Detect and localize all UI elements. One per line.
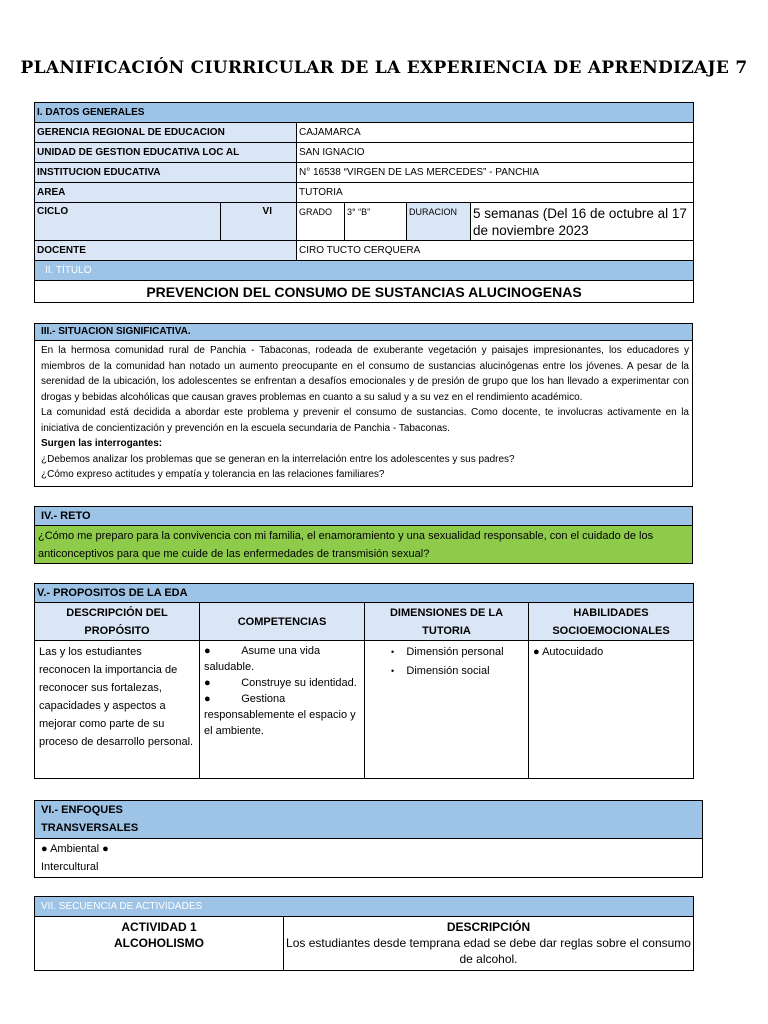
bullet-icon: ● [204, 645, 211, 657]
situacion-paragraph-1: En la hermosa comunidad rural de Panchia - Tabaconas, rodeada de exuberante vegetación y paisajes impresionantes, los educadores y miembros de la comunidad han notado un aumento preocupante en el consumo de sustancias alucinógenas entre los jóvenes. A pesar de la serenidad de la ubicación, los adolescentes se enfrentan a desafíos emocionales y de presión de grupo que los han llevado a experimentar con drogas y bebidas alcohólicas que causan graves problemas en cuanto a su salud y a su vez en el rendimiento académico. [41, 345, 689, 403]
dimension-text: Dimensión social [406, 665, 490, 677]
ugel-label: UNIDAD DE GESTION EDUCATIVA LOC AL [35, 143, 297, 163]
reto-text: ¿Cómo me preparo para la convivencia con mi familia, el enamoramiento y una sexualidad responsable, con el cuidado de los anticonceptivos para que me cuide de las enfermedades de transmisión sexual? [35, 526, 692, 563]
area-label: AREA [35, 183, 297, 203]
situacion-header: III.- SITUACION SIGNIFICATIVA. [35, 324, 692, 341]
grado-label: GRADO [297, 203, 345, 241]
competencia-item [204, 691, 360, 739]
datos-generales-table [34, 102, 694, 303]
gerencia-value: CAJAMARCA [297, 123, 694, 143]
area-value: TUTORIA [297, 183, 694, 203]
bullet-icon: ● [204, 693, 211, 705]
institucion-label: INSTITUCION EDUCATIVA [35, 163, 297, 183]
bullet-icon: • [391, 666, 395, 676]
situacion-interrogantes: Surgen las interrogantes: [41, 438, 163, 449]
enfoques-header-line-1: VI.- ENFOQUES [41, 804, 123, 816]
situacion-question-2: ¿Cómo expreso actitudes y empatía y tolerancia en las relaciones familiares? [41, 469, 385, 480]
actividad-name: ALCOHOLISMO [114, 936, 204, 950]
institucion-value: N° 16538 “VIRGEN DE LAS MERCEDES” - PANCHIA [297, 163, 694, 183]
descripcion-cell: Las y los estudiantes reconocen la importancia de reconocer sus fortalezas, capacidades y aspectos a mejorar como parte de su proceso de desarrollo personal. [35, 641, 200, 779]
datos-generales-header: I. DATOS GENERALES [35, 103, 694, 123]
competencia-item [204, 643, 360, 675]
situacion-section [34, 323, 693, 487]
ciclo-value: VI [221, 203, 297, 241]
secuencia-table [34, 896, 694, 971]
reto-section [34, 506, 693, 564]
docente-label: DOCENTE [35, 241, 297, 261]
actividad-number: ACTIVIDAD 1 [121, 920, 197, 934]
col-descripcion: DESCRIPCIÓN DEL PROPÓSITO [35, 603, 200, 641]
bullet-icon: ● [204, 677, 211, 689]
reto-header: IV.- RETO [35, 507, 692, 526]
titulo-text: PREVENCION DEL CONSUMO DE SUSTANCIAS ALUCINOGENAS [35, 281, 694, 303]
docente-value: CIRO TUCTO CERQUERA [297, 241, 694, 261]
situacion-question-1: ¿Debemos analizar los problemas que se generan en la interrelación entre los adolescentes y sus padres? [41, 453, 515, 465]
descripcion-title: DESCRIPCIÓN [446, 920, 531, 934]
enfoque-line-1: ● Ambiental ● [41, 843, 109, 855]
competencia-text: Construye su identidad. [241, 677, 357, 689]
descripcion-actividad-cell [284, 917, 694, 971]
competencias-cell [200, 641, 365, 779]
actividad-cell [35, 917, 284, 971]
situacion-paragraph-2: La comunidad está decidida a abordar este problema y prevenir el consumo de sustancias. Como docente, te involucras activamente en la iniciativa de concientización y prevención en la escuela secundaria de Panchia - Tabaconas. [41, 407, 689, 434]
dimension-item [391, 643, 524, 662]
habilidades-cell: ● Autocuidado [529, 641, 694, 779]
secuencia-header: VII. SECUENCIA DE ACTIVIDADES [35, 897, 694, 917]
competencia-item [204, 675, 360, 691]
bullet-icon: • [391, 647, 395, 657]
enfoques-header [35, 801, 702, 839]
col-dimensiones: DIMENSIONES DE LA TUTORIA [365, 603, 529, 641]
competencia-text: Asume una vida saludable. [204, 645, 321, 673]
enfoques-header-line-2: TRANSVERSALES [41, 822, 139, 834]
propositos-table [34, 583, 694, 779]
enfoques-section [34, 800, 703, 878]
ciclo-label: CICLO [35, 203, 221, 241]
enfoque-line-2: Intercultural [41, 861, 99, 873]
dimension-text: Dimensión personal [406, 646, 504, 658]
titulo-header: II. TÍTULO [35, 261, 694, 281]
dimension-item [391, 662, 524, 681]
duracion-label: DURACION [407, 203, 471, 241]
col-competencias: COMPETENCIAS [200, 603, 365, 641]
col-habilidades: HABILIDADES SOCIOEMOCIONALES [529, 603, 694, 641]
gerencia-label: GERENCIA REGIONAL DE EDUCACION [35, 123, 297, 143]
descripcion-text: Los estudiantes desde temprana edad se debe dar reglas sobre el consumo de alcohol. [286, 936, 691, 966]
ugel-value: SAN IGNACIO [297, 143, 694, 163]
competencia-text: Gestiona responsablemente el espacio y el ambiente. [204, 693, 356, 737]
duracion-value: 5 semanas (Del 16 de octubre al 17 de noviembre 2023 [471, 203, 694, 241]
dimensiones-cell [365, 641, 529, 779]
page-title: PLANIFICACIÓN CIURRICULAR DE LA EXPERIENCIA DE APRENDIZAJE 7 [20, 58, 748, 78]
propositos-header: V.- PROPOSITOS DE LA EDA [35, 584, 694, 603]
grado-value: 3° “B” [345, 203, 407, 241]
